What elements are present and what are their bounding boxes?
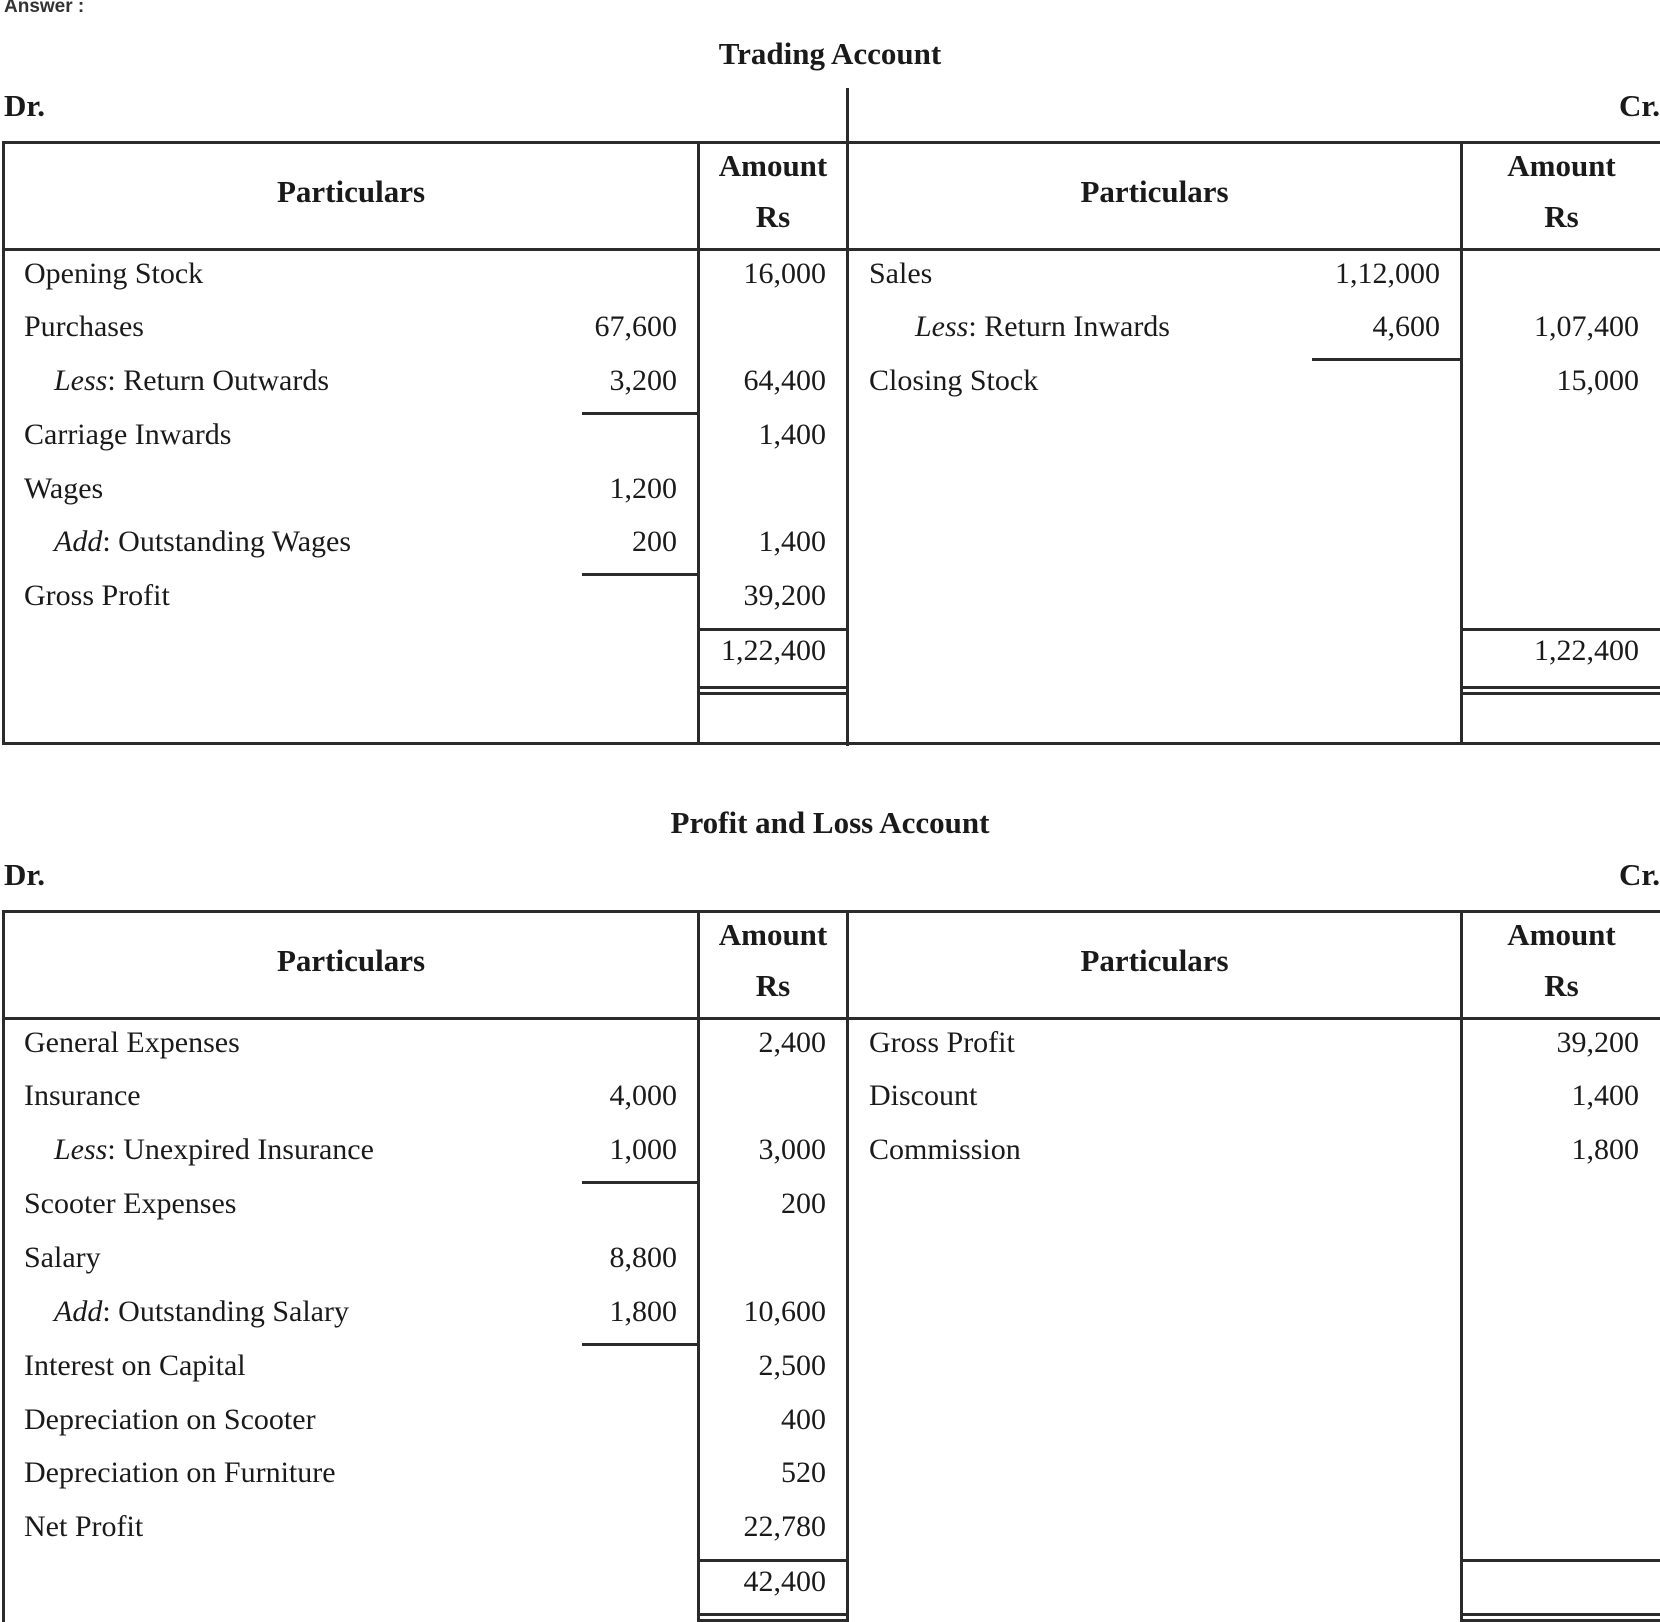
credit-total: 1,22,400 bbox=[1534, 634, 1639, 667]
total-rule-top bbox=[1460, 1559, 1660, 1562]
cr-amount-divider bbox=[1460, 910, 1463, 1622]
row-label: Scooter Expenses bbox=[24, 1187, 237, 1220]
cr-particulars-header: Particulars bbox=[1080, 174, 1229, 209]
pl-dr-label: Dr. bbox=[4, 857, 46, 892]
row-amount: 1,400 bbox=[758, 525, 826, 558]
row-label: Add: Outstanding Salary bbox=[54, 1295, 349, 1328]
cr-rs-header: Rs bbox=[1544, 199, 1579, 234]
subtotal-rule bbox=[582, 1181, 697, 1184]
row-inner-amount: 4,600 bbox=[1372, 310, 1440, 343]
row-label: Net Profit bbox=[24, 1510, 144, 1543]
row-amount: 10,600 bbox=[743, 1295, 826, 1328]
row-inner-amount: 1,200 bbox=[609, 472, 677, 505]
row-label: Carriage Inwards bbox=[24, 418, 232, 451]
cr-rs-header: Rs bbox=[1544, 968, 1579, 1003]
row-amount: 22,780 bbox=[743, 1510, 826, 1543]
dr-particulars-header: Particulars bbox=[276, 943, 426, 978]
row-inner-amount: 1,800 bbox=[609, 1295, 677, 1328]
subtotal-rule bbox=[1312, 358, 1460, 361]
row-amount: 2,400 bbox=[758, 1026, 826, 1059]
row-inner-amount: 4,000 bbox=[609, 1079, 677, 1112]
total-double-rule bbox=[1460, 686, 1660, 689]
subtotal-rule bbox=[582, 573, 697, 576]
cr-amount-header: Amount bbox=[1507, 917, 1616, 952]
row-amount: 16,000 bbox=[743, 257, 826, 290]
trading-dr-label: Dr. bbox=[4, 88, 46, 123]
row-amount: 39,200 bbox=[1556, 1026, 1639, 1059]
row-inner-amount: 8,800 bbox=[609, 1241, 677, 1274]
row-amount: 1,800 bbox=[1571, 1133, 1639, 1166]
left-border bbox=[2, 141, 5, 745]
answer-label: Answer : bbox=[4, 0, 85, 17]
row-label: Depreciation on Furniture bbox=[24, 1456, 336, 1489]
pl-cr-label: Cr. bbox=[1618, 857, 1660, 892]
total-rule-top bbox=[1460, 628, 1660, 631]
row-inner-amount: 1,000 bbox=[609, 1133, 677, 1166]
row-label: Less: Return Outwards bbox=[54, 364, 329, 397]
total-double-rule bbox=[1460, 1613, 1660, 1616]
dr-amount-header: Amount bbox=[718, 917, 828, 952]
row-amount: 1,400 bbox=[1571, 1079, 1639, 1112]
total-rule-top bbox=[697, 628, 849, 631]
row-label: Sales bbox=[869, 257, 933, 290]
total-double-rule bbox=[697, 686, 849, 689]
dr-amount-header: Amount bbox=[718, 148, 828, 183]
row-label: Wages bbox=[24, 472, 104, 505]
row-label: Commission bbox=[869, 1133, 1021, 1166]
row-inner-amount: 3,200 bbox=[609, 364, 677, 397]
cr-particulars-header: Particulars bbox=[1080, 943, 1229, 978]
row-amount: 1,400 bbox=[758, 418, 826, 451]
cr-amount-header: Amount bbox=[1507, 148, 1616, 183]
row-label: Purchases bbox=[24, 310, 144, 343]
row-label: Interest on Capital bbox=[24, 1349, 246, 1382]
dr-rs-header: Rs bbox=[755, 199, 791, 234]
header-bottom-rule bbox=[2, 248, 1660, 251]
row-amount: 3,000 bbox=[758, 1133, 826, 1166]
row-amount: 520 bbox=[781, 1456, 826, 1489]
table-bottom-rule bbox=[2, 742, 1660, 745]
total-double-rule bbox=[697, 692, 849, 695]
subtotal-rule bbox=[582, 1343, 697, 1346]
row-label: Opening Stock bbox=[24, 257, 204, 290]
row-inner-amount: 200 bbox=[632, 525, 677, 558]
row-amount: 200 bbox=[781, 1187, 826, 1220]
debit-total: 1,22,400 bbox=[721, 634, 826, 667]
total-double-rule bbox=[697, 1613, 849, 1616]
row-label: Closing Stock bbox=[869, 364, 1039, 397]
row-label: Gross Profit bbox=[869, 1026, 1015, 1059]
row-inner-amount: 67,600 bbox=[594, 310, 677, 343]
row-label: Discount bbox=[869, 1079, 978, 1112]
table-top-rule bbox=[2, 910, 1660, 913]
debit-total: 42,400 bbox=[743, 1565, 826, 1598]
row-label: Salary bbox=[24, 1241, 101, 1274]
left-border bbox=[2, 910, 5, 1622]
subtotal-rule bbox=[582, 412, 697, 415]
row-amount: 2,500 bbox=[758, 1349, 826, 1382]
row-amount: 400 bbox=[781, 1403, 826, 1436]
pl-title: Profit and Loss Account bbox=[670, 805, 990, 840]
row-amount: 64,400 bbox=[743, 364, 826, 397]
row-amount: 1,07,400 bbox=[1534, 310, 1639, 343]
row-label: Less: Unexpired Insurance bbox=[54, 1133, 374, 1166]
dr-particulars-header: Particulars bbox=[276, 174, 426, 209]
dr-rs-header: Rs bbox=[755, 968, 791, 1003]
total-double-rule bbox=[1460, 692, 1660, 695]
row-label: Depreciation on Scooter bbox=[24, 1403, 316, 1436]
row-amount: 15,000 bbox=[1556, 364, 1639, 397]
total-rule-top bbox=[697, 1559, 849, 1562]
table-top-rule bbox=[2, 141, 1660, 144]
center-divider bbox=[846, 910, 849, 1622]
row-amount: 39,200 bbox=[743, 579, 826, 612]
row-label: Less: Return Inwards bbox=[915, 310, 1170, 343]
row-label: General Expenses bbox=[24, 1026, 240, 1059]
header-bottom-rule bbox=[2, 1017, 1660, 1020]
trading-title: Trading Account bbox=[718, 36, 942, 71]
trading-cr-label: Cr. bbox=[1618, 88, 1660, 123]
row-label: Add: Outstanding Wages bbox=[54, 525, 351, 558]
row-label: Insurance bbox=[24, 1079, 141, 1112]
row-inner-amount: 1,12,000 bbox=[1335, 257, 1440, 290]
row-label: Gross Profit bbox=[24, 579, 170, 612]
